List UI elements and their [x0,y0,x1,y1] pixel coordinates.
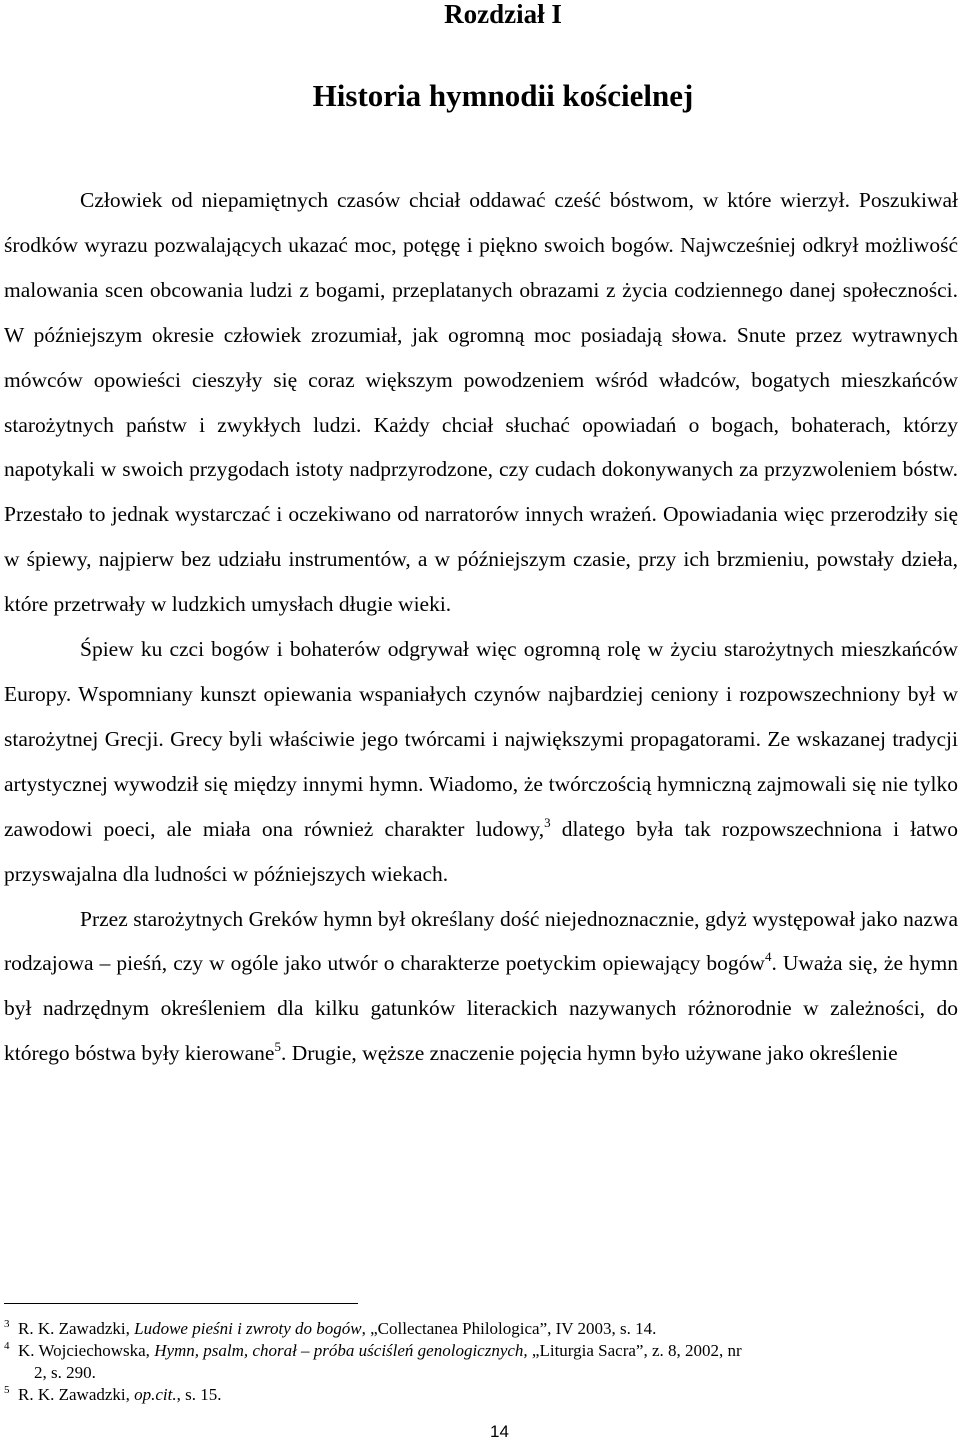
footnote-separator [4,1303,358,1304]
footnote-number: 5 [4,1384,10,1396]
footnote-work-title: Ludowe pieśni i zwroty do bogów [134,1319,362,1338]
footnote-number: 4 [4,1340,10,1352]
paragraph [4,897,958,1077]
footnote [4,1340,960,1384]
footnote-number: 3 [4,1318,10,1330]
footnote-details: , „Collectanea Philologica”, IV 2003, s. 14. [361,1319,657,1338]
footnote-author: R. K. Zawadzki, [18,1385,135,1404]
footnote-continuation: 2, s. 290. [34,1363,96,1382]
paragraph-text: Śpiew ku czci bogów i bohaterów odgrywał więc ogromną rolę w życiu starożytnych mieszkańców Europy. Wspomniany kunszt opiewania wspaniałych czynów najbardziej ceniony i rozpowszechniony był w starożytnej Grecji. Grecy byli właściwie jego twórcami i największymi propagatorami. Ze wskazanej tradycji artystycznej wywodził się między innymi hymn. Wiadomo, że twórczością hymniczną zajmowali się nie tylko zawodowi poeci, ale miała ona również charakter ludowy, [4,637,958,841]
footnote-reference[interactable]: 5 [274,1039,281,1055]
body-text [4,178,958,1076]
footnote-details: , s. 15. [176,1385,222,1404]
paragraph-text: Człowiek od niepamiętnych czasów chciał oddawać cześć bóstwom, w które wierzył. Poszukiwał środków wyrazu pozwalających ukazać moc, potęgę i piękno swoich bogów. Najwcześniej odkrył możliwość malowania scen obcowania ludzi z bogami, przeplatanych obrazami z życia codziennego danej społeczności. W późniejszym okresie człowiek zrozumiał, jak ogromną moc posiadają słowa. Snute przez wytrawnych mówców opowieści cieszyły się coraz większym powodzeniem wśród władców, bogatych mieszkańców starożytnych państw i zwykłych ludzi. Każdy chciał słuchać opowiadań o bogach, bohaterach, którzy napotykali w swoich przygodach istoty nadprzyrodzone, czy cudach dokonywanych za przyzwoleniem bóstw. Przestało to jednak wystarczać i oczekiwano od narratorów innych wrażeń. Opowiadania więc przerodziły się w śpiewy, najpierw bez udziału instrumentów, a w późniejszym czasie, przy ich brzmieniu, powstały dzieła, które przetrwały w ludzkich umysłach długie wieki. [4,188,958,617]
paragraph [4,627,958,896]
paragraph-text: dlatego była tak rozpowszechniona i łatwo przyswajalna dla ludności w późniejszych wiekach. [4,816,959,886]
chapter-title: Historia hymnodii kościelnej [312,78,694,113]
footnote-author: K. Wojciechowska, [18,1341,155,1360]
footnote-details: „Liturgia Sacra”, z. 8, 2002, nr [527,1341,742,1360]
footnote [4,1384,960,1406]
paragraph-text: Przez starożytnych Greków hymn był określany dość niejednoznacznie, gdyż występował jako nazwa rodzajowa – pieśń, czy w ogóle jako utwór o charakterze poetyckim opiewający bogów [4,906,958,976]
paragraph-text: . Drugie, węższe znaczenie pojęcia hymn było używane jako określenie [280,1041,898,1066]
footnote-work-title: Hymn, psalm, chorał – próba uściśleń genologicznych, [154,1341,528,1360]
footnote-reference[interactable]: 4 [764,949,772,965]
footnote-author: R. K. Zawadzki, [18,1319,135,1338]
footnote [4,1318,960,1340]
paragraph-text: . Uważa się, że hymn był nadrzędnym określeniem dla kilku gatunków literackich nazywanych różnorodnie w zależności, do którego bóstwa były kierowane [4,951,959,1066]
footnote-work-title: op.cit. [134,1385,177,1404]
footnote-reference[interactable]: 3 [544,814,551,830]
chapter-heading: Rozdział I [444,0,562,29]
footnotes [4,1318,960,1406]
page-number: 14 [490,1422,509,1441]
paragraph [4,178,958,627]
